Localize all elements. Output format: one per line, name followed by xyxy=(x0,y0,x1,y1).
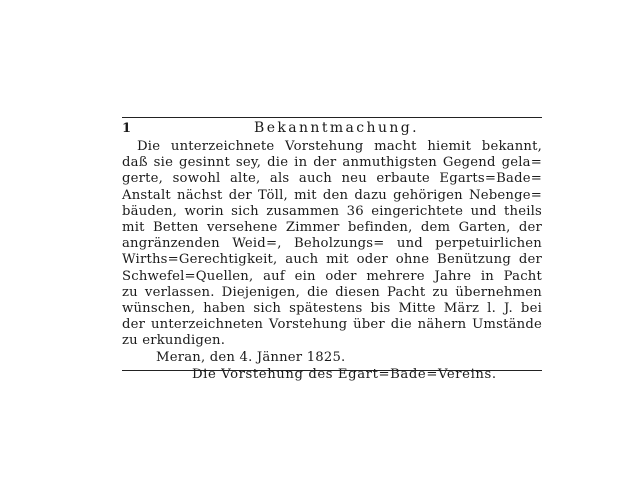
bottom-rule xyxy=(122,370,542,371)
body-line: daß sie gesinnt sey, die in der anmuthigsten Gegend gela= xyxy=(122,155,542,171)
body-line: der unterzeichneten Vorstehung über die nähern Umstände xyxy=(122,317,542,333)
body-line: wünschen, haben sich spätestens bis Mitte März l. J. bei xyxy=(122,300,542,316)
date-line: Meran, den 4. Jänner 1825. xyxy=(156,350,346,366)
body-line: bäuden, worin sich zusammen 36 eingerichtete und theils xyxy=(122,203,542,219)
body-line: gerte, sowohl alte, als auch neu erbaute Egarts=Bade= xyxy=(122,171,542,187)
body-line: Wirths=Gerechtigkeit, auch mit oder ohne Benützung der xyxy=(122,252,542,268)
body-line: Anstalt nächst der Töll, mit den dazu gehörigen Nebenge= xyxy=(122,187,542,203)
top-rule xyxy=(122,117,542,118)
notice-heading: Bekanntmachung. xyxy=(254,120,419,136)
notice-body xyxy=(122,139,542,383)
body-line: zu erkundigen. xyxy=(122,333,226,349)
body-line: zu verlassen. Diejenigen, die diesen Pacht zu übernehmen xyxy=(122,284,542,300)
notice-number: 1 xyxy=(122,121,132,136)
body-line: angränzenden Weid=, Beholzungs= und perpetuirlichen xyxy=(122,236,542,252)
body-line: Schwefel=Quellen, auf ein oder mehrere Jahre in Pacht xyxy=(122,268,542,284)
body-line: Die unterzeichnete Vorstehung macht hiemit bekannt, xyxy=(137,139,542,154)
body-line: mit Betten versehene Zimmer befinden, dem Garten, der xyxy=(122,219,542,235)
announcement xyxy=(122,119,542,383)
heading-row xyxy=(122,119,542,139)
signature-line: Die Vorstehung des Egart=Bade=Vereins. xyxy=(192,366,497,382)
